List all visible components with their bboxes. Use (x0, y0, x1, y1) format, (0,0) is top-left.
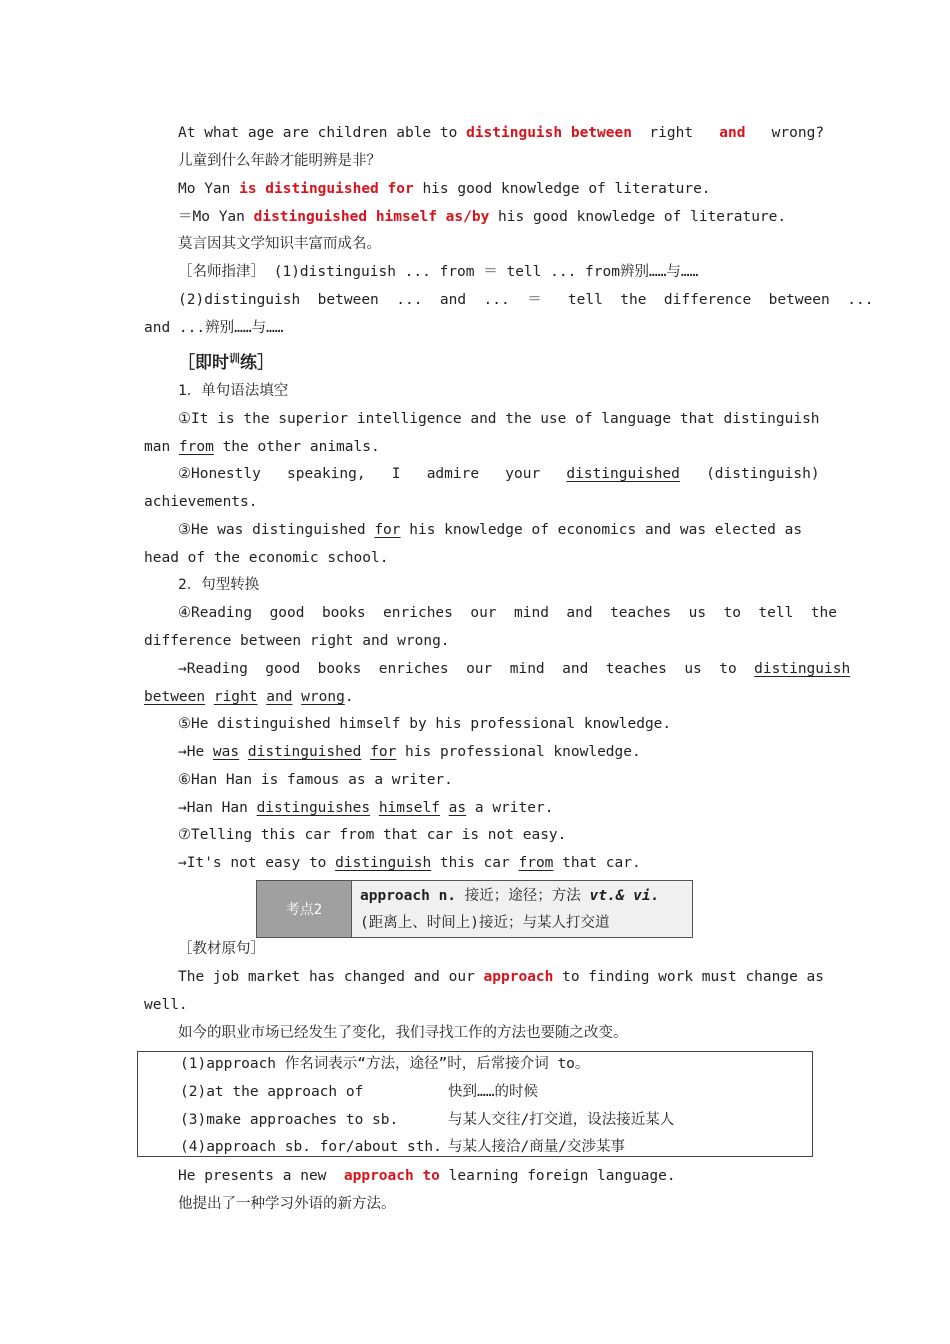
answer-blank: distinguishes (256, 800, 371, 816)
key-point-line-1: approach n. 接近；途径；方法 vt.& vi. (360, 888, 660, 904)
answer-blank: from (178, 439, 214, 455)
note-row: (1)approach 作名词表示“方法，途径”时，后常接介词 to。 (180, 1056, 590, 1072)
note-row: (4)approach sb. for/about sth. 与某人接洽/商量/交涉某事 (180, 1139, 625, 1155)
key-point-body (352, 881, 692, 937)
answer-blank: distinguish (335, 855, 432, 871)
question-1-cont: man from the other animals. (144, 439, 380, 455)
question-6-answer: →Han Han distinguishes himself as a writer. (178, 800, 554, 816)
teacher-tip-2-cont: and ...辨别……与…… (144, 320, 284, 336)
answer-blank: between (144, 689, 206, 705)
answer-blank: himself (378, 800, 440, 816)
note-row: (3)make approaches to sb. 与某人交往/打交道，设法接近某人 (180, 1112, 675, 1128)
highlight-phrase: approach to (343, 1168, 440, 1184)
note-row: (2)at the approach of 快到……的时候 (180, 1084, 538, 1100)
highlight-phrase: is distinguished for (239, 181, 414, 197)
question-7: ⑦Telling this car from that car is not easy. (178, 827, 567, 843)
question-2: ②Honestly speaking, I admire your distinguished (distinguish) (178, 466, 820, 482)
highlight-phrase: distinguish between (466, 125, 632, 141)
answer-blank: as (448, 800, 467, 816)
answer-blank: right (213, 689, 258, 705)
answer-blank: distinguish (754, 661, 851, 677)
question-3-cont: head of the economic school. (144, 550, 389, 566)
question-7-answer: →It's not easy to distinguish this car from that car. (178, 855, 641, 871)
answer-blank: from (518, 855, 554, 871)
question-5: ⑤He distinguished himself by his professional knowledge. (178, 716, 672, 732)
teacher-tip-2: (2)distinguish between ... and ... ＝ tell the difference between ... (178, 292, 874, 308)
question-1: ①It is the superior intelligence and the use of language that distinguish (178, 411, 820, 427)
usage-notes-box (137, 1051, 813, 1157)
example-sentence-4: He presents a new approach to learning foreign language. (178, 1168, 676, 1184)
key-point-line-2: (距离上、时间上)接近；与某人打交道 (360, 915, 610, 931)
answer-blank: distinguished (247, 744, 362, 760)
textbook-sentence-cont: well. (144, 997, 188, 1013)
textbook-source-label: ［教材原句］ (178, 941, 265, 957)
question-2-cont: achievements. (144, 494, 258, 510)
example-sentence-3: ＝Mo Yan distinguished himself as/by his good knowledge of literature. (178, 209, 787, 225)
question-5-answer: →He was distinguished for his professional knowledge. (178, 744, 641, 760)
question-3: ③He was distinguished for his knowledge of economics and was elected as (178, 522, 803, 538)
answer-blank: for (370, 744, 397, 760)
translation-1: 儿童到什么年龄才能明辨是非？ (178, 153, 381, 169)
key-point-label: 考点2 (257, 881, 352, 937)
question-4-answer: →Reading good books enriches our mind and teaches us to distinguish (178, 661, 851, 677)
highlight-word: approach (483, 969, 554, 985)
highlight-phrase: distinguished himself as/by (253, 209, 490, 225)
question-4-answer-cont: between right and wrong. (144, 689, 354, 705)
textbook-translation: 如今的职业市场已经发生了变化，我们寻找工作的方法也要随之改变。 (178, 1025, 628, 1041)
subsection-fill-blank: 1．单句语法填空 (178, 383, 289, 399)
subsection-transform: 2．句型转换 (178, 577, 260, 593)
question-4: ④Reading good books enriches our mind and teaches us to tell the (178, 605, 837, 621)
answer-blank: was (212, 744, 240, 760)
answer-blank: wrong (301, 689, 345, 705)
highlight-word: and (719, 125, 746, 141)
key-point-box (256, 880, 693, 938)
section-heading-practice: ［即时$^训$练］ (178, 352, 274, 373)
example-sentence-1: At what age are children able to distinguish between right and wrong? (178, 125, 825, 141)
answer-blank: distinguished (566, 466, 680, 482)
question-4-cont: difference between right and wrong. (144, 633, 450, 649)
translation-4: 他提出了一种学习外语的新方法。 (178, 1196, 396, 1212)
textbook-sentence: The job market has changed and our approach to finding work must change as (178, 969, 825, 985)
answer-blank: for (374, 522, 401, 538)
example-sentence-2: Mo Yan is distinguished for his good knowledge of literature. (178, 181, 711, 197)
teacher-tip: ［名师指津］ (1)distinguish ... from ＝ tell ... from辨别……与…… (178, 264, 699, 280)
translation-2: 莫言因其文学知识丰富而成名。 (178, 236, 381, 252)
answer-blank: and (266, 689, 293, 705)
question-6: ⑥Han Han is famous as a writer. (178, 772, 453, 788)
